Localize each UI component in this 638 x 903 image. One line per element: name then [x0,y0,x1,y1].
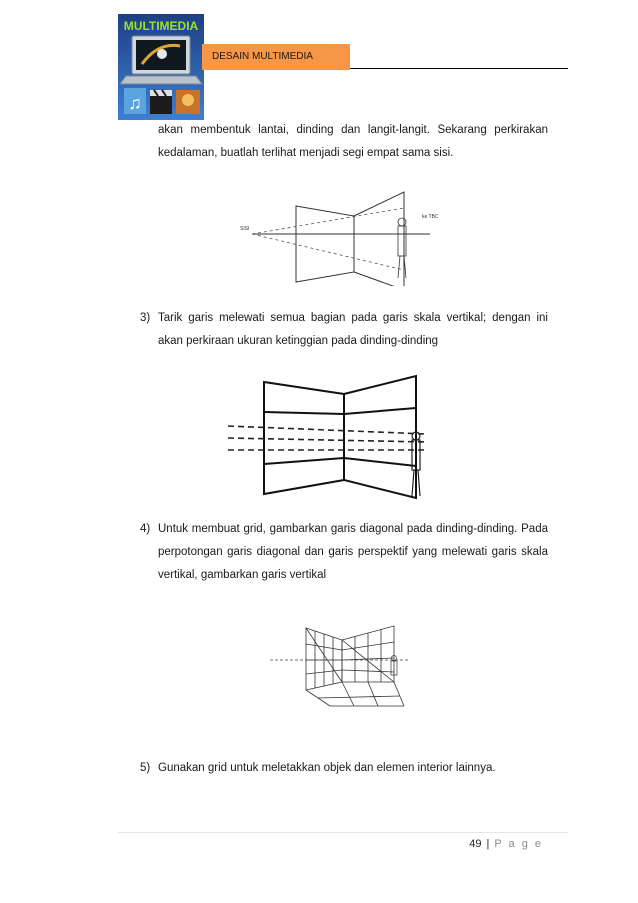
page-footer [469,838,543,850]
page-word: P a g e [494,838,543,850]
figure1-label-left: SISI [240,226,250,232]
figure-perspective-grid [270,624,412,713]
step-4-text: Untuk membuat grid, gambarkan garis diagonal pada dinding-dinding. Pada perpotongan garis diagonal dan garis perspektif yang melewati garis skala vertikal, gambarkan garis vertikal [158,523,548,581]
logo-text: MULTIMEDIA [123,19,199,33]
photo-icon [176,90,200,114]
step-3-number: 3) [140,312,151,324]
intro-paragraph: akan membentuk lantai, dinding dan langit-langit. Sekarang perkirakan kedalaman, buatlah terlihat menjadi segi empat sama sisi. [158,124,548,159]
step-4-number: 4) [140,523,151,535]
header-rule [350,68,568,69]
figure-vertical-scale [226,374,436,517]
music-note-icon [124,88,146,114]
step-5-text: Gunakan grid untuk meletakkan objek dan elemen interior lainnya. [158,762,496,774]
film-clapper-icon [150,90,172,114]
page-number: 49 [469,838,482,850]
footer-rule [118,832,568,833]
header-title-tab: DESAIN MULTIMEDIA [202,44,350,70]
step-5-number: 5) [140,762,151,774]
svg-text:♫: ♫ [128,93,142,113]
multimedia-logo [118,14,204,120]
figure-perspective-walls [238,186,438,291]
step-3-text: Tarik garis melewati semua bagian pada garis skala vertikal; dengan ini akan perkiraan ukuran ketinggian pada dinding-dinding [158,312,548,347]
figure1-label-right: ke TBO [422,214,438,220]
footer-separator: | [486,838,490,850]
